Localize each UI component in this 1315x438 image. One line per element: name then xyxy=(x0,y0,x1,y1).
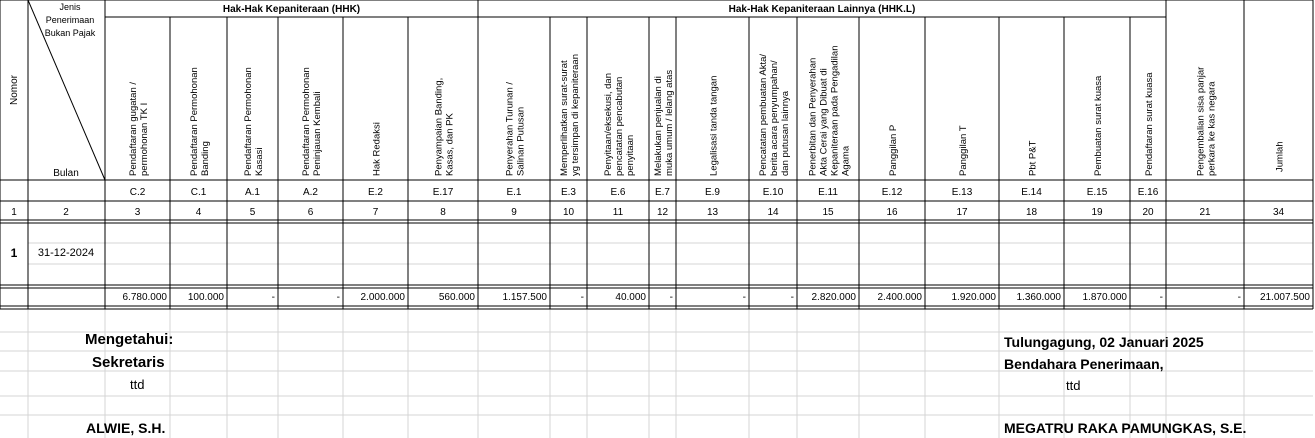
column-number: 13 xyxy=(706,207,719,218)
column-header-label: Kasasi xyxy=(254,147,265,176)
column-header-label: Agama xyxy=(840,145,852,176)
column-total: - xyxy=(1237,292,1241,303)
column-number: 3 xyxy=(134,207,141,218)
signature-right-place-date: Tulungagung, 02 Januari 2025 xyxy=(1004,334,1204,350)
column-header-label: Jumlah xyxy=(1274,141,1286,172)
column-header-label: Peninjauan Kembali xyxy=(312,91,323,176)
column-header-label: Panggilan P xyxy=(888,124,899,176)
column-number: 5 xyxy=(249,207,256,218)
column-header-label: Pengembalian sisa panjar xyxy=(1195,66,1207,176)
header-jenis-line: Jenis xyxy=(59,2,81,12)
column-total: 1.920.000 xyxy=(951,292,996,303)
column-number: 9 xyxy=(511,207,517,218)
column-header-label: pencatatan pencabutan xyxy=(614,76,625,176)
column-header-label: dan putusan lainnya xyxy=(780,90,791,176)
row-nomor: 1 xyxy=(10,246,18,260)
column-number: 14 xyxy=(767,207,779,218)
column-code: E.12 xyxy=(881,187,903,198)
column-total: - xyxy=(790,292,794,303)
column-header-label: Panggilan T xyxy=(958,125,969,176)
column-number: 17 xyxy=(956,207,968,218)
column-code: E.1 xyxy=(506,187,522,198)
column-header-label: Penyampaian Banding, xyxy=(433,77,445,176)
column-number: 19 xyxy=(1091,207,1103,218)
column-code: C.1 xyxy=(190,187,207,198)
column-number: 7 xyxy=(372,207,379,218)
signature-left-role: Sekretaris xyxy=(92,354,165,371)
column-number: 20 xyxy=(1142,207,1154,218)
header-bulan: Bulan xyxy=(53,168,79,179)
signature-right-role: Bendahara Penerimaan, xyxy=(1004,356,1164,372)
column-number: 8 xyxy=(440,207,446,218)
column-code: E.16 xyxy=(1137,187,1159,198)
column-code: E.10 xyxy=(762,187,784,198)
column-total: 2.820.000 xyxy=(811,292,856,303)
column-total: - xyxy=(742,292,746,303)
column-header-label: Banding xyxy=(200,141,211,176)
column-code: E.13 xyxy=(951,187,973,198)
col-num: 2 xyxy=(63,207,69,218)
column-total: 1.870.000 xyxy=(1082,292,1127,303)
signature-right-ttd: ttd xyxy=(1066,378,1081,393)
column-total: 2.000.000 xyxy=(360,292,405,303)
column-code: E.9 xyxy=(704,187,721,198)
column-header-label: Memperlihatkan surat-surat xyxy=(559,60,570,176)
column-header-label: Salinan Putusan xyxy=(515,106,527,176)
column-header-label: Pendaftaran Permohonan xyxy=(243,67,254,176)
column-number: 18 xyxy=(1025,207,1038,218)
column-header-label: muka umum / lelang atas xyxy=(664,69,675,176)
column-header-label: Penerbitan dan Penyerahan xyxy=(807,57,819,176)
column-header-label: Pembuatan surat kuasa xyxy=(1093,75,1104,176)
header-jenis-line: Penerimaan xyxy=(45,15,95,25)
column-total: - xyxy=(669,292,673,303)
column-header-label: Penyerahan Turunan / xyxy=(504,81,516,176)
column-code: A.1 xyxy=(244,187,261,198)
column-number: 16 xyxy=(886,207,898,218)
column-total: 2.400.000 xyxy=(877,292,922,303)
row-date: 31-12-2024 xyxy=(37,247,95,259)
column-header-label: Pendaftaran gugatan / xyxy=(128,81,139,176)
column-header-label: permohonan TK I xyxy=(139,102,150,176)
column-header-label: Hak Redaksi xyxy=(371,122,383,176)
column-code: E.6 xyxy=(610,187,626,198)
column-total: - xyxy=(271,292,275,303)
column-code: A.2 xyxy=(302,187,319,198)
column-number: 15 xyxy=(822,207,834,218)
column-header-label: Penyitaan/eksekusi, dan xyxy=(603,73,614,176)
signature-left-title: Mengetahui: xyxy=(85,331,174,348)
column-header-label: yg tersimpan di kepaniteraan xyxy=(570,54,581,176)
column-header-label: Kasas, dan PK xyxy=(444,113,456,176)
signature-right-name: MEGATRU RAKA PAMUNGKAS, S.E. xyxy=(1004,420,1247,436)
column-header-label: Pendaftaran Permohonan xyxy=(301,67,312,176)
signature-left-ttd: ttd xyxy=(130,377,145,392)
column-header-label: berita acara penyumpahan/ xyxy=(769,60,780,176)
column-header-label: Melakukan penjualan di xyxy=(653,76,664,176)
column-total: - xyxy=(336,292,340,303)
column-total: 1.360.000 xyxy=(1016,292,1061,303)
column-header-label: Akta Cerai yang Dibuat di xyxy=(818,68,830,176)
column-header-label: perkara ke kas negara xyxy=(1206,81,1218,176)
column-number: 34 xyxy=(1272,207,1285,218)
column-number: 4 xyxy=(195,207,202,218)
column-number: 21 xyxy=(1199,207,1211,218)
column-number: 6 xyxy=(307,207,314,218)
column-code: E.17 xyxy=(432,187,454,198)
column-header-label: Pendaftaran surat kuasa xyxy=(1144,72,1155,176)
signature-left-name: ALWIE, S.H. xyxy=(86,420,166,436)
group-header-hhkl: Hak-Hak Kepaniteraan Lainnya (HHK.L) xyxy=(728,4,916,15)
column-header-label: penyitaan xyxy=(625,134,636,176)
column-code: E.3 xyxy=(560,187,577,198)
column-total: 6.780.000 xyxy=(122,292,167,303)
group-header-hhk: Hak-Hak Kepaniteraan (HHK) xyxy=(222,4,361,15)
column-total: 560.000 xyxy=(438,292,475,303)
column-code: E.14 xyxy=(1021,187,1042,198)
column-number: 12 xyxy=(656,207,669,218)
column-header-label: Pencatatan pembuatan Akta/ xyxy=(758,53,769,176)
header-nomor: Nomor xyxy=(9,74,20,106)
column-header-label: Pendaftaran Permohonan xyxy=(189,67,200,176)
column-code: E.11 xyxy=(818,187,838,198)
column-code: E.15 xyxy=(1086,187,1108,198)
column-total: 1.157.500 xyxy=(502,292,547,303)
column-total: - xyxy=(1159,292,1163,303)
column-code: E.2 xyxy=(367,187,384,198)
column-header-label: Legalisasi tanda tangan xyxy=(708,75,720,176)
column-total: 21.007.500 xyxy=(1259,292,1310,303)
column-number: 11 xyxy=(612,207,624,218)
col-num: 1 xyxy=(11,207,17,218)
column-total: 100.000 xyxy=(187,292,224,303)
column-total: - xyxy=(580,292,584,303)
column-code: E.7 xyxy=(654,187,671,198)
column-code: C.2 xyxy=(129,187,146,198)
column-header-label: Pbt P&T xyxy=(1027,140,1039,176)
column-number: 10 xyxy=(562,207,575,218)
header-diagonal xyxy=(28,0,105,180)
header-jenis-line: Bukan Pajak xyxy=(44,28,96,38)
column-header-label: Kepaniteraan pada Pengadilan xyxy=(829,45,841,176)
column-total: 40.000 xyxy=(615,292,646,303)
